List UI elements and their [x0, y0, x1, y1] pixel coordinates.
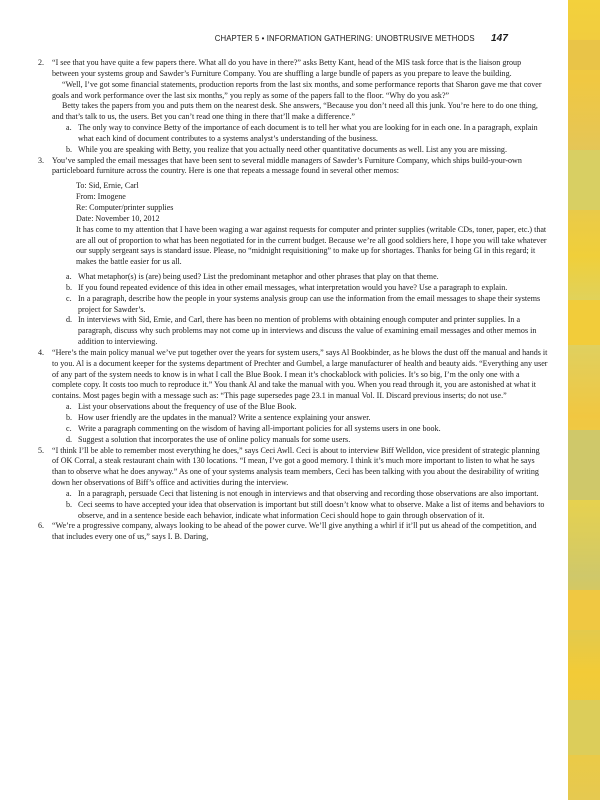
exercise-number: 3. [38, 155, 45, 165]
paragraph: You’ve sampled the email messages that have been sent to several middle managers of Sawder’s Furniture Company, which ships build-your-own particleboard furniture across the country. Here is one that repeats a message found in several other memos: [52, 155, 522, 176]
strip-block [568, 300, 600, 345]
subquestion-d [52, 435, 548, 446]
subquestion-text: If you found repeated evidence of this idea in other email messages, what interpretation would you have? Use a paragraph to explain. [78, 282, 508, 292]
subquestion-label: a. [66, 123, 72, 133]
subquestion-label: d. [66, 434, 73, 444]
subquestion-label: b. [66, 413, 73, 422]
exercise-number: 5. [38, 445, 45, 455]
paragraph: “Here’s the main policy manual we’ve put together over the years for system users,” says Al Bookbinder, as he blows the dust off the manual and hands it to you. Al is a document keeper for the systems department of Prechter and Gumbel, a large manufacturer of health and beauty aids. “Everything any user of any part of the system needs to know is in what I call the Blue Book. I mean it’s chockablock with policies. It’s so big, I’m the only one with a complete copy. It costs too much to reproduce it.” You thank Al and take the manual with you. When you read through it, you are astonished at what it contains. Most pages begin with a message such as: “This page supersedes page 23.1 in manual Vol. II. Discard previous inserts; do not use.” [52, 347, 548, 401]
decorative-color-strip [568, 0, 600, 800]
exercise-list [38, 58, 548, 543]
subquestion-c [52, 294, 548, 316]
subquestion-text: What metaphor(s) is (are) being used? List the predominant metaphor and other phrases that play on that theme. [78, 272, 439, 282]
exercise-3 [38, 156, 548, 348]
strip-block [568, 430, 600, 500]
subquestion-label: c. [66, 423, 72, 433]
exercise-number: 2. [38, 58, 45, 67]
subquestion-a [52, 272, 548, 283]
subquestion-label: c. [66, 293, 72, 303]
strip-block [568, 700, 600, 755]
paragraph: “I think I’ll be able to remember most everything he does,” says Ceci Awll. Ceci is about to interview Biff Welldon, vice president of strategic planning of OK Corral, a steak restaurant chain with 130 locations. “I mean, I’ve got a good memory. I think it’s much more important to listen to what he says than to observe what he does anyway.” As one of your systems analysis team members, Ceci has been talking with you about the desirability of writing down her observations of Biff’s office and activities during the interview. [52, 445, 540, 488]
strip-block [568, 590, 600, 630]
chapter-title: CHAPTER 5 • INFORMATION GATHERING: UNOBTRUSIVE METHODS [214, 34, 475, 43]
memo-date: Date: November 10, 2012 [76, 213, 160, 223]
exercise-number: 4. [38, 347, 45, 357]
exercise-4 [38, 348, 548, 446]
subquestion-b [52, 413, 548, 424]
subquestion-d [52, 315, 548, 348]
subquestion-text: List your observations about the frequency of use of the Blue Book. [78, 402, 297, 412]
subquestion-text: In a paragraph, persuade Ceci that listening is not enough in interviews and that observing and recording those observations are also important. [78, 488, 539, 498]
subquestion-b [52, 500, 548, 522]
exercise-5 [38, 446, 548, 522]
subquestion-a [52, 123, 548, 145]
paragraph: Betty takes the papers from you and puts them on the nearest desk. She answers, “Because you don’t need all this junk. You’re here to do one thing, and that’s talk to us, the users. Bet you can’t read one thing in there that’ll make a difference.” [52, 101, 538, 122]
email-memo [52, 181, 548, 268]
exercise-6 [38, 521, 548, 543]
subquestion-label: d. [66, 315, 73, 325]
strip-block [568, 40, 600, 70]
memo-body: It has come to my attention that I have been waging a war against requests for computer and printer supplies (writable CDs, toner, paper, etc.) that are all out of proportion to what has been negotiated for in the current budget. Because we’re all good soldiers here, I hope you will take whatever our supply sergeant says is standard issue. Please, no “midnight requisitioning” to make up for shortages. Thanks for being GI in this regard; it makes the battle easier for us all. [76, 224, 547, 267]
paragraph: “I see that you have quite a few papers there. What all do you have in there?” asks Betty Kant, head of the MIS task force that is the liaison group between your systems group and Sawder’s Furniture Company. You are shuffling a large bundle of papers as you prepare to leave the building. [52, 58, 522, 78]
subquestion-a [52, 402, 548, 413]
subquestion-label: a. [66, 488, 72, 498]
subquestion-text: Write a paragraph commenting on the wisdom of having all-important policies for all systems users in one book. [78, 423, 441, 433]
running-header [60, 33, 508, 44]
subquestion-text: While you are speaking with Betty, you realize that you actually need other quantitative documents as well. List any you are missing. [78, 144, 507, 154]
subquestion-label: a. [66, 402, 72, 412]
paragraph: “Well, I’ve got some financial statements, production reports from the last six months, and some performance reports that Sharon gave me that cover goals and work performance over the last six months,” you reply as some of the papers fall to the floor. “Why do you ask?” [52, 79, 542, 100]
page-number: 147 [491, 33, 508, 44]
strip-block [568, 150, 600, 210]
subquestion-text: In a paragraph, describe how the people in your systems analysis group can use the information from the email messages to shape their systems project for Sawder’s. [78, 293, 541, 314]
subquestion-label: b. [66, 499, 73, 509]
subquestion-a [52, 489, 548, 500]
subquestion-text: In interviews with Sid, Ernie, and Carl, there has been no mention of problems with obtaining enough computer and printer supplies. In a paragraph, discuss why such problems may not come up in interviews and discuss the value of examining email messages and other memos in addition to interviewing. [78, 315, 537, 347]
memo-subject: Re: Computer/printer supplies [76, 202, 174, 212]
subquestion-label: b. [66, 144, 73, 154]
subquestion-label: a. [66, 272, 72, 282]
subquestion-text: Ceci seems to have accepted your idea that observation is important but still doesn’t know what to observe. Make a list of items and behaviors to observe, and in a sentence beside each behavior, indicate what information Ceci should hope to gain through observation of it. [78, 499, 545, 520]
memo-to: To: Sid, Ernie, Carl [76, 181, 139, 191]
subquestion-label: b. [66, 282, 73, 292]
exercise-2 [38, 58, 548, 156]
subquestion-b [52, 145, 548, 156]
subquestion-c [52, 424, 548, 435]
memo-from: From: Imogene [76, 192, 126, 202]
subquestion-text: Suggest a solution that incorporates the use of online policy manuals for some users. [78, 434, 351, 444]
subquestion-b [52, 283, 548, 294]
paragraph: “We’re a progressive company, always looking to be ahead of the power curve. We’ll give anything a whirl if it’ll put us ahead of the competition, and that includes every one of us,” says I. B. Daring, [52, 521, 537, 542]
subquestion-text: How user friendly are the updates in the manual? Write a sentence explaining your answer. [78, 413, 371, 422]
subquestion-text: The only way to convince Betty of the importance of each document is to tell her what you are looking for in each one. In a paragraph, explain what each kind of document contributes to a systems analyst’s understanding of the business. [78, 123, 538, 143]
exercise-number: 6. [38, 521, 45, 531]
